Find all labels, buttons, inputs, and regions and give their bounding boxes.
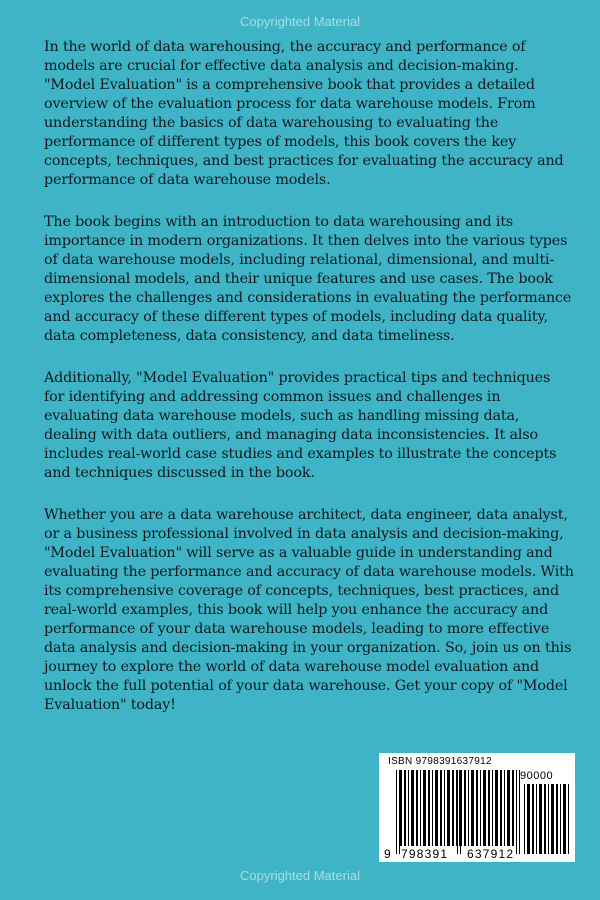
guard-bar (519, 770, 520, 854)
barcode-digits-left: 798391 (401, 847, 449, 861)
addon-bar (539, 784, 542, 854)
back-cover-blurb (44, 38, 574, 738)
ean-bar (452, 770, 454, 846)
barcode-digits-right: 637912 (467, 847, 515, 861)
barcode-digit-first: 9 (384, 847, 392, 861)
ean-bar (404, 770, 406, 846)
addon-bar (563, 784, 566, 854)
ean-bar (411, 770, 414, 846)
ean-bar (440, 770, 442, 846)
isbn-barcode-block (379, 753, 575, 862)
guard-bar (399, 770, 400, 854)
blurb-paragraph-2: The book begins with an introduction to data warehousing and its importance in modern organizations. It then delves into the various types of data warehouse models, including relational, dimensional, and multi-dimensional models, and their unique features and use cases. The book explores the challenges and considerations in evaluating the performance and accuracy of these different types of models, including data quality, data completeness, data consistency, and data timeliness. (44, 214, 572, 344)
addon-bar (548, 784, 549, 854)
addon-bar (551, 784, 554, 854)
addon-bar (532, 784, 534, 854)
addon-bar (527, 784, 530, 854)
addon-bar (560, 784, 561, 854)
ean-bar (471, 770, 474, 846)
ean-bar (507, 770, 510, 846)
ean-bar (435, 770, 438, 846)
copyright-watermark-top: Copyrighted Material (240, 14, 360, 29)
ean-bar (492, 770, 493, 846)
ean-bar (416, 770, 418, 846)
ean-bar (444, 770, 445, 846)
ean-bar (504, 770, 505, 846)
price-code: 90000 (520, 770, 554, 782)
ean-bar (483, 770, 486, 846)
addon-bar (556, 784, 558, 854)
ean-bar (423, 770, 426, 846)
addon-bar (524, 784, 525, 854)
guard-bar (396, 770, 397, 854)
ean-bar (512, 770, 514, 846)
ean-bar (480, 770, 481, 846)
guard-bar (516, 770, 517, 854)
addon-bar (568, 784, 569, 854)
addon-bar (536, 784, 537, 854)
ean-bar (456, 770, 457, 846)
ean-bar (447, 770, 450, 846)
ean-bar (488, 770, 490, 846)
guard-bar (460, 770, 461, 854)
ean-bar (464, 770, 466, 846)
blurb-paragraph-1: In the world of data warehousing, the accuracy and performance of models are crucial for effective data analysis and decision-making. "Model Evaluation" is a comprehensive book that provides a detailed overview of the evaluation process for data warehouse models. From understanding the basics of data warehousing to evaluating the performance of different types of models, this book covers the key concepts, techniques, and best practices for evaluating the accuracy and performance of data warehouse models. (44, 39, 564, 188)
addon-bar (544, 784, 546, 854)
ean-bar (468, 770, 469, 846)
copyright-watermark-bottom: Copyrighted Material (240, 868, 360, 883)
ean-bar (432, 770, 433, 846)
ean-bar (408, 770, 409, 846)
guard-bar (457, 770, 458, 854)
ean-bar (420, 770, 421, 846)
ean-bar (428, 770, 430, 846)
blurb-paragraph-4: Whether you are a data warehouse architect, data engineer, data analyst, or a business professional involved in data analysis and decision-making, "Model Evaluation" will serve as a valuable guide in understanding and evaluating the performance and accuracy of data warehouse models. With its comprehensive coverage of concepts, techniques, best practices, and real-world examples, this book will help you enhance the accuracy and performance of your data warehouse models, leading to more effective data analysis and decision-making in your organization. So, join us on this journey to explore the world of data warehouse model evaluation and unlock the full potential of your data warehouse. Get your copy of "Model Evaluation" today! (44, 507, 574, 713)
blurb-paragraph-3: Additionally, "Model Evaluation" provides practical tips and techniques for identifying and addressing common issues and challenges in evaluating data warehouse models, such as handling missing data, dealing with data outliers, and managing data inconsistencies. It also includes real-world case studies and examples to illustrate the concepts and techniques discussed in the book. (44, 370, 557, 481)
ean-bar (476, 770, 478, 846)
ean-bar (495, 770, 498, 846)
ean-bar (500, 770, 502, 846)
isbn-label: ISBN 9798391637912 (388, 756, 492, 767)
